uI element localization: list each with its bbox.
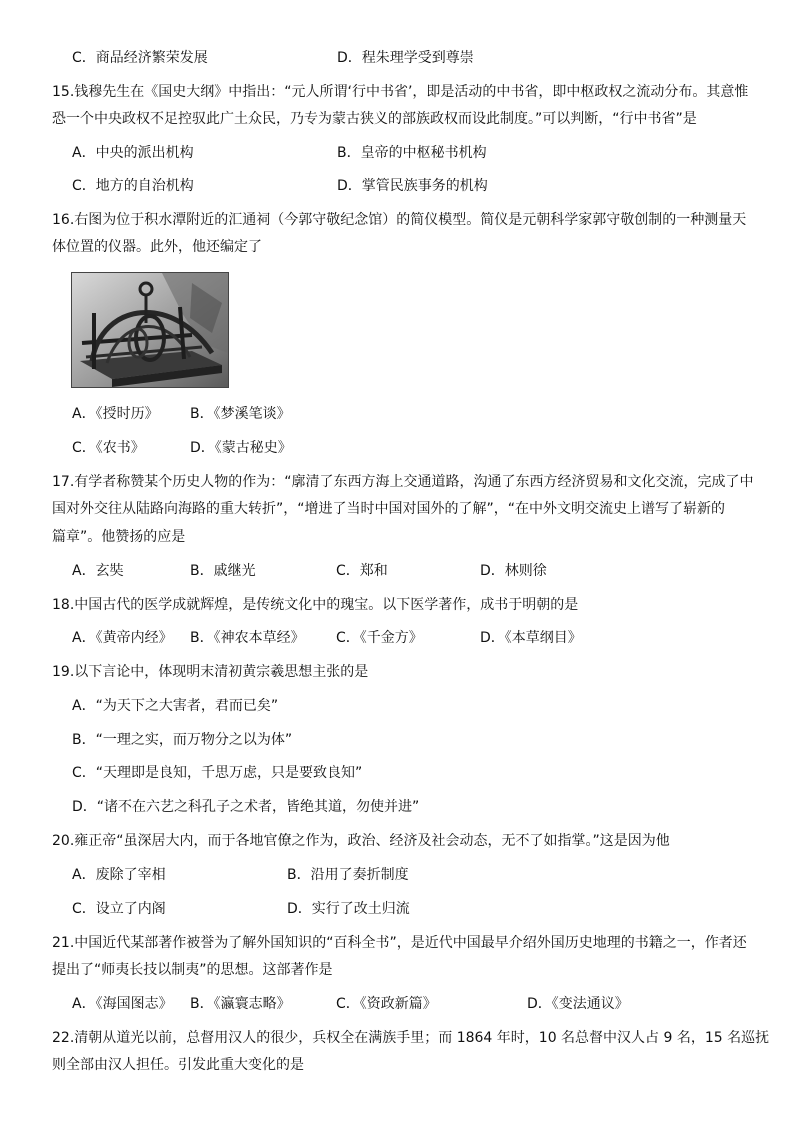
q20-option-c: C．设立了内阁 [72, 901, 166, 917]
q15-option-a: A．中央的派出机构 [72, 145, 194, 161]
q17-option-a: A．玄奘 [72, 563, 124, 579]
q18-option-d: D．《本草纲目》 [480, 630, 582, 646]
q22-stem-line2: 则全部由汉人担任。引发此重大变化的是 [52, 1057, 304, 1073]
q19-option-d: D．“诸不在六艺之科孔子之术者，皆绝其道，勿使并进” [72, 799, 420, 815]
q16-stem-line2: 体位置的仪器。此外，他还编定了 [52, 239, 262, 255]
armillary-instrument-photo [71, 272, 229, 388]
q17-option-d: D．林则徐 [480, 563, 547, 579]
q18-option-c: C．《千金方》 [336, 630, 423, 646]
q21-option-b: B．《瀛寰志略》 [190, 996, 291, 1012]
q15-stem-line2: 恐一个中央政权不足控驭此广土众民，乃专为蒙古狭义的部族政权而设此制度。”可以判断，“行中书省”是 [52, 111, 697, 127]
q18-option-b: B．《神农本草经》 [190, 630, 305, 646]
q17-stem-line2: 国对外交往从陆路向海路的重大转折”，“增进了当时中国对国外的了解”，“在中外文明交流史上谱写了崭新的 [52, 501, 726, 517]
q15-option-c: C．地方的自治机构 [72, 178, 194, 194]
q21-stem-line1: 21.中国近代某部著作被誉为了解外国知识的“百科全书”，是近代中国最早介绍外国历史地理的书籍之一，作者还 [52, 935, 747, 951]
q18-option-a: A．《黄帝内经》 [72, 630, 173, 646]
q20-option-a: A．废除了宰相 [72, 867, 166, 883]
q21-option-c: C．《资政新篇》 [336, 996, 437, 1012]
q17-stem-line3: 篇章”。他赞扬的应是 [52, 529, 186, 545]
q15-option-d: D．掌管民族事务的机构 [337, 178, 488, 194]
q21-option-d: D．《变法通议》 [527, 996, 629, 1012]
q16-stem-line1: 16.右图为位于积水潭附近的汇通祠（今郭守敬纪念馆）的简仪模型。简仪是元朝科学家郭守敬创制的一种测量天 [52, 212, 747, 228]
q21-stem-line2: 提出了“师夷长技以制夷”的思想。这部著作是 [52, 962, 333, 978]
q19-stem-line1: 19.以下言论中，体现明末清初黄宗羲思想主张的是 [52, 664, 369, 680]
q16-option-b: B．《梦溪笔谈》 [190, 406, 291, 422]
q17-option-b: B．戚继光 [190, 563, 256, 579]
q22-stem-line1: 22.清朝从道光以前，总督用汉人的很少，兵权全在满族手里；而 1864 年时，10 名总督中汉人占 9 名，15 名巡抚 [52, 1030, 770, 1046]
q14-option-c: C．商品经济繁荣发展 [72, 50, 208, 66]
q20-stem-line1: 20.雍正帝“虽深居大内，而于各地官僚之作为，政治、经济及社会动态，无不了如指掌。”这是因为他 [52, 833, 670, 849]
q19-option-a: A．“为天下之大害者，君而已矣” [72, 698, 279, 714]
q16-option-c: C．《农书》 [72, 440, 145, 456]
q14-option-d: D．程朱理学受到尊崇 [337, 50, 474, 66]
q15-stem-line1: 15.钱穆先生在《国史大纲》中指出：“元人所谓‘行中书省’，即是活动的中书省，即中枢政权之流动分布。其意惟 [52, 84, 749, 100]
q19-option-b: B．“一理之实，而万物分之以为体” [72, 732, 293, 748]
q16-option-a: A．《授时历》 [72, 406, 159, 422]
q17-option-c: C．郑和 [336, 563, 388, 579]
q18-stem-line1: 18.中国古代的医学成就辉煌，是传统文化中的瑰宝。以下医学著作，成书于明朝的是 [52, 597, 579, 613]
q20-option-d: D．实行了改土归流 [287, 901, 410, 917]
q17-stem-line1: 17.有学者称赞某个历史人物的作为：“廓清了东西方海上交通道路，沟通了东西方经济贸易和文化交流，完成了中 [52, 474, 754, 490]
q21-option-a: A．《海国图志》 [72, 996, 173, 1012]
q15-option-b: B．皇帝的中枢秘书机构 [337, 145, 487, 161]
q19-option-c: C．“天理即是良知，千思万虑，只是要致良知” [72, 765, 363, 781]
q20-option-b: B．沿用了奏折制度 [287, 867, 409, 883]
q16-option-d: D．《蒙古秘史》 [190, 440, 292, 456]
